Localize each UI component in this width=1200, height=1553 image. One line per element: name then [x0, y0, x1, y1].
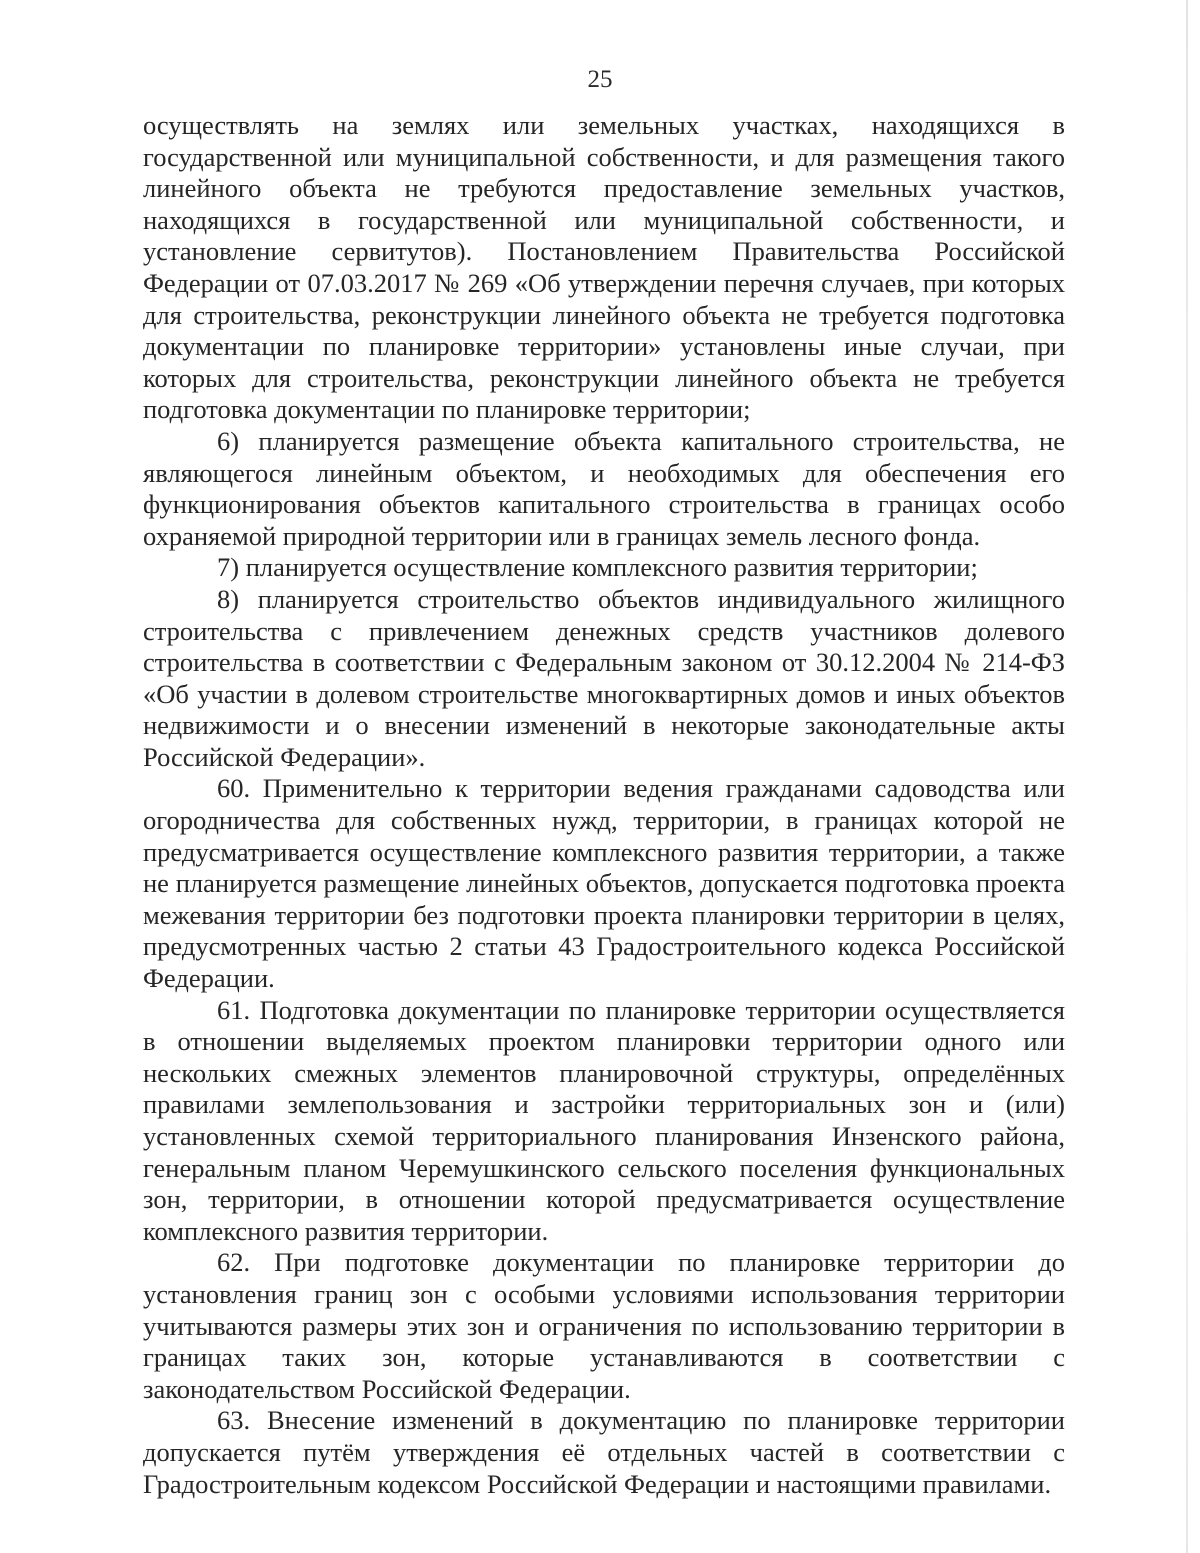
paragraph-61: 61. Подготовка документации по планировке территории осуществляется в отношении выделяемых проектом планировки территории одного или нескольких смежных элементов планировочной структуры, определённых правилами землепользования и застройки территориальных зон и (или) установленных схемой территориального планирования Инзенского района, генеральным планом Черемушкинского сельского поселения функциональных зон, территории, в отношении которой предусматривается осуществление комплексного развития территории.: [143, 994, 1065, 1246]
paragraph-63: 63. Внесение изменений в документацию по планировке территории допускается путём утверждения её отдельных частей в соответствии с Градостроительным кодексом Российской Федерации и настоящими правилами.: [143, 1405, 1065, 1499]
page-number: 25: [587, 66, 613, 93]
document-body: [143, 110, 1065, 1500]
paragraph-continuation: осуществлять на землях или земельных участках, находящихся в государственной или муниципальной собственности, и для размещения такого линейного объекта не требуются предоставление земельных участков, находящихся в государственной или муниципальной собственности, и установление сервитутов). Постановлением Правительства Российской Федерации от 07.03.2017 № 269 «Об утверждении перечня случаев, при которых для строительства, реконструкции линейного объекта не требуется подготовка документации по планировке территории» установлены иные случаи, при которых для строительства, реконструкции линейного объекта не требуется подготовка документации по планировке территории;: [143, 110, 1065, 425]
paragraph-60: 60. Применительно к территории ведения гражданами садоводства или огородничества для собственных нужд, территории, в границах которой не предусматривается осуществление комплексного развития территории, а также не планируется размещение линейных объектов, допускается подготовка проекта межевания территории без подготовки проекта планировки территории в целях, предусмотренных частью 2 статьи 43 Градостроительного кодекса Российской Федерации.: [143, 773, 1065, 994]
paragraph-item-6: 6) планируется размещение объекта капитального строительства, не являющегося линейным объектом, и необходимых для обеспечения его функционирования объектов капитального строительства в границах особо охраняемой природной территории или в границах земель лесного фонда.: [143, 425, 1065, 551]
paragraph-62: 62. При подготовке документации по планировке территории до установления границ зон с особыми условиями использования территории учитываются размеры этих зон и ограничения по использованию территории в границах таких зон, которые устанавливаются в соответствии с законодательством Российской Федерации.: [143, 1247, 1065, 1404]
paragraph-item-8: 8) планируется строительство объектов индивидуального жилищного строительства с привлечением денежных средств участников долевого строительства в соответствии с Федеральным законом от 30.12.2004 № 214-ФЗ «Об участии в долевом строительстве многоквартирных домов и иных объектов недвижимости и о внесении изменений в некоторые законодательные акты Российской Федерации».: [143, 583, 1065, 772]
paragraph-item-7: 7) планируется осуществление комплексного развития территории;: [217, 552, 978, 583]
scan-edge-shadow: [1186, 0, 1188, 1553]
